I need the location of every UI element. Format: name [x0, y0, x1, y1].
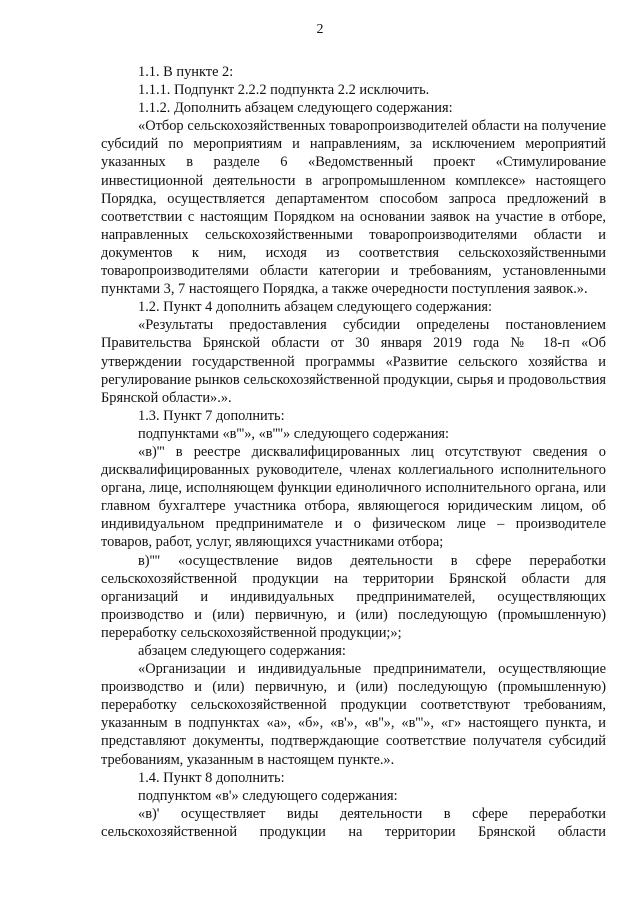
paragraph-processing-activity: в)'''' «осуществление видов деятельности в сфере переработки сельскохозяйственной продукции на территории Брянской области для организаций и индивидуальных предпринимателей, осуществляющих производство и (или) первичную, и (или) последующую (промышленную) переработку сельскохозяйственной продукции;»;	[101, 552, 606, 641]
document-body	[101, 63, 606, 841]
paragraph-1-3: 1.3. Пункт 7 дополнить:	[138, 407, 285, 424]
paragraph-disqualified-registry: «в)''' в реестре дисквалифицированных лиц отсутствуют сведения о дисквалифицированных руководителе, членах коллегиального исполнительного органа, лице, исполняющем функции единоличного исполнительного органа, или главном бухгалтере участника отбора, являющегося юридическим лицом, об индивидуальном предпринимателе и о физическом лице – производителе товаров, работ, услуг, являющихся участниками отбора;	[101, 443, 606, 551]
paragraph-abzac-intro: абзацем следующего содержания:	[138, 643, 346, 659]
paragraph-organizations-quote: «Организации и индивидуальные предприниматели, осуществляющие производство и (или) первичную, и (или) последующую (промышленную) переработку сельскохозяйственной продукции соответствуют требованиям, указанным в подпунктах «а», «б», «в'», «в''», «в'''», «г» настоящего пункта, и представляют документы, подтверждающие соответствие получателя субсидий требованиям, указанным в настоящем пункте.».	[101, 661, 606, 768]
paragraph-1-4: 1.4. Пункт 8 дополнить:	[138, 769, 285, 786]
page-number: 2	[316, 22, 324, 37]
paragraph-1-1: 1.1. В пункте 2:	[138, 64, 234, 80]
paragraph-results-quote: «Результаты предоставления субсидии определены постановлением Правительства Брянской области от 30 января 2019 года № 18-п «Об утверждении государственной программы «Развитие сельского хозяйства и регулирование рынков сельскохозяйственной продукции, сырья и продовольствия Брянской области».».	[101, 317, 606, 406]
paragraph-subitem-v-intro: подпунктом «в'» следующего содержания:	[138, 787, 398, 804]
paragraph-1-1-1: 1.1.1. Подпункт 2.2.2 подпункта 2.2 исключить.	[138, 82, 430, 99]
paragraph-selection-quote: «Отбор сельскохозяйственных товаропроизводителей области на получение субсидий по мероприятиям и направлениям, за исключением мероприятий указанных в разделе 6 «Ведомственный проект «Стимулирование инвестиционной деятельности в агропромышленном комплексе» настоящего Порядка, осуществляется департаментом способом запроса предложений в соответствии с настоящим Порядком на основании заявок на участие в отборе, направленных сельскохозяйственными товаропроизводителями области и документов к ним, исходя из соответствия сельскохозяйственными товаропроизводителями области категории и требованиям, установленными пунктами 3, 7 настоящего Порядка, а также очередности поступления заявок.».	[101, 118, 606, 298]
paragraph-1-1-2: 1.1.2. Дополнить абзацем следующего содержания:	[138, 100, 453, 117]
paragraph-subitem-v-text: «в)' осуществляет виды деятельности в сфере переработки сельскохозяйственной продукции на территории Брянской области	[101, 805, 606, 840]
paragraph-subitems-intro: подпунктами «в'''», «в''''» следующего содержания:	[138, 425, 450, 442]
paragraph-1-2: 1.2. Пункт 4 дополнить абзацем следующего содержания:	[138, 299, 493, 316]
